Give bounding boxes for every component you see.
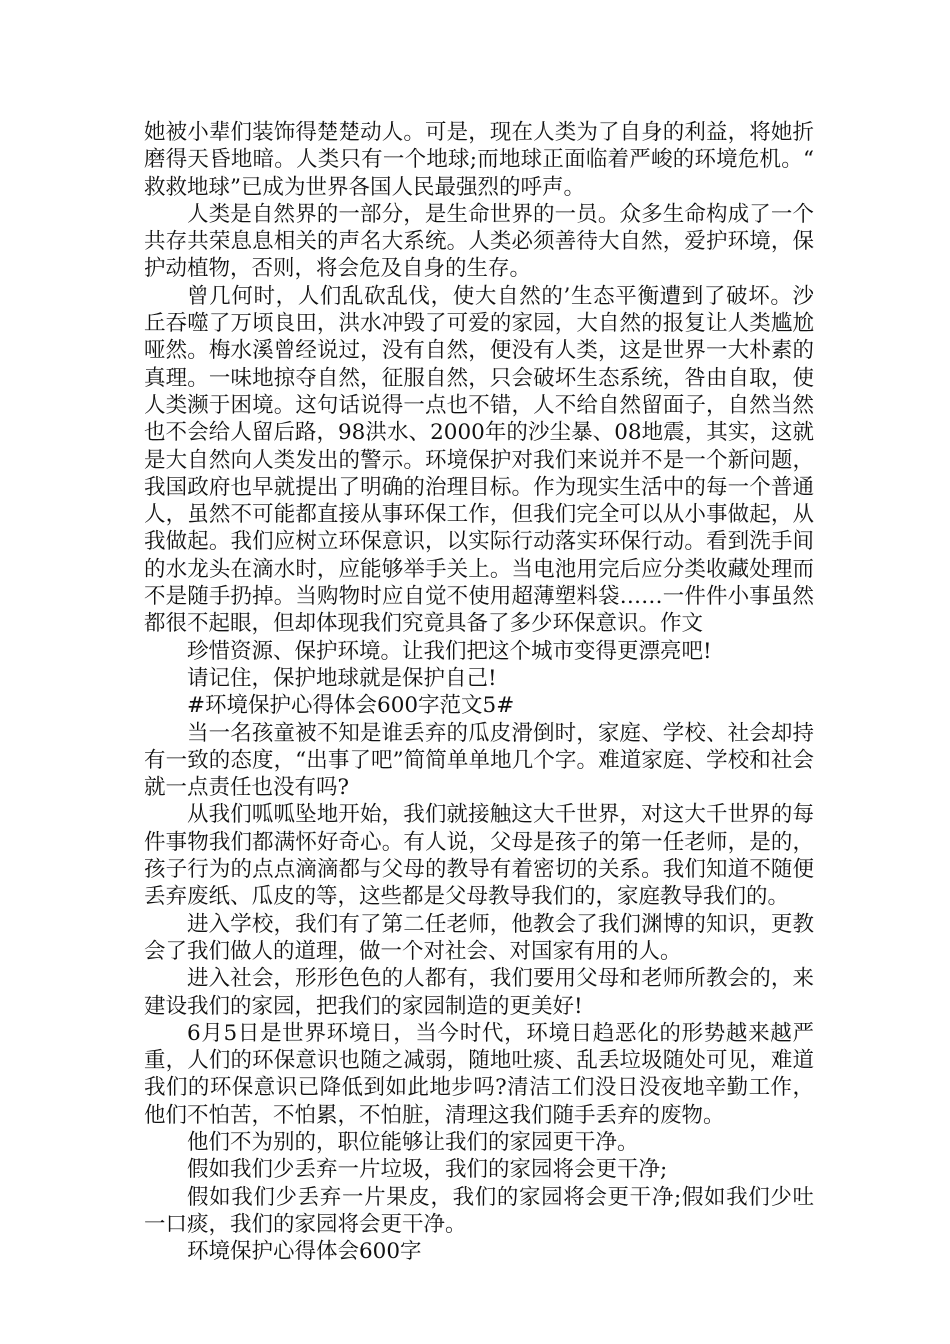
paragraph: 进入学校，我们有了第二任老师，他教会了我们渊博的知识，更教会了我们做人的道理，做一个对社会、对国家有用的人。 — [144, 911, 814, 964]
paragraph: 6月5日是世界环境日，当今时代，环境日趋恶化的形势越来越严重，人们的环保意识也随之减弱，随地吐痰、乱丢垃圾随处可见，难道我们的环保意识已降低到如此地步吗?清洁工们没日没夜地辛勤工作，他们不怕苦，不怕累，不怕脏，清理这我们随手丢弃的废物。 — [144, 1020, 814, 1128]
document-body — [144, 119, 814, 1265]
paragraph: 人类是自然界的一部分，是生命世界的一员。众多生命构成了一个共存共荣息息相关的声名大系统。人类必须善待大自然，爱护环境，保护动植物，否则，将会危及自身的生存。 — [144, 201, 814, 282]
paragraph: 曾几何时，人们乱砍乱伐，使大自然的’生态平衡遭到了破坏。沙丘吞噬了万顷良田，洪水冲毁了可爱的家园，大自然的报复让人类尴尬哑然。梅水溪曾经说过，没有自然，便没有人类，这是世界一大朴素的真理。一味地掠夺自然，征服自然，只会破坏生态系统，咎由自取，使人类濒于困境。这句话说得一点也不错，人不给自然留面子，自然当然也不会给人留后路，98洪水、2000年的沙尘暴、08地震，其实，这就是大自然向人类发出的警示。环境保护对我们来说并不是一个新问题，我国政府也早就提出了明确的治理目标。作为现实生活中的每一个普通人，虽然不可能都直接从事环保工作，但我们完全可以从小事做起，从我做起。我们应树立环保意识，以实际行动落实环保行动。看到洗手间的水龙头在滴水时，应能够举手关上。当电池用完后应分类收藏处理而不是随手扔掉。当购物时应自觉不使用超薄塑料袋……一件件小事虽然都很不起眼，但却体现我们究竟具备了多少环保意识。作文 — [144, 283, 814, 637]
paragraph: 请记住，保护地球就是保护自己! — [187, 665, 497, 691]
paragraph: 他们不为别的，职位能够让我们的家园更干净。 — [187, 1129, 639, 1155]
paragraph: 珍惜资源、保护环境。让我们把这个城市变得更漂亮吧! — [187, 638, 712, 664]
paragraph: 她被小辈们装饰得楚楚动人。可是，现在人类为了自身的利益，将她折磨得天昏地暗。人类只有一个地球;而地球正面临着严峻的环境危机。“救救地球”已成为世界各国人民最强烈的呼声。 — [144, 120, 814, 200]
section-heading: #环境保护心得体会600字范文5# — [187, 693, 515, 719]
paragraph: 假如我们少丢弃一片果皮，我们的家园将会更干净;假如我们少吐一口痰，我们的家园将会更干净。 — [144, 1184, 814, 1237]
closing-title: 环境保护心得体会600字 — [187, 1239, 422, 1265]
paragraph: 当一名孩童被不知是谁丢弃的瓜皮滑倒时，家庭、学校、社会却持有一致的态度，“出事了吧”简简单单地几个字。难道家庭、学校和社会就一点责任也没有吗? — [144, 720, 814, 801]
paragraph: 假如我们少丢弃一片垃圾，我们的家园将会更干净; — [187, 1157, 668, 1183]
paragraph: 从我们呱呱坠地开始，我们就接触这大千世界，对这大千世界的每件事物我们都满怀好奇心。有人说，父母是孩子的第一任老师，是的，孩子行为的点点滴滴都与父母的教导有着密切的关系。我们知道不随便丢弃废纸、瓜皮的等，这些都是父母教导我们的，家庭教导我们的。 — [144, 802, 814, 910]
paragraph: 进入社会，形形色色的人都有，我们要用父母和老师所教会的，来建设我们的家园，把我们的家园制造的更美好! — [144, 966, 814, 1019]
